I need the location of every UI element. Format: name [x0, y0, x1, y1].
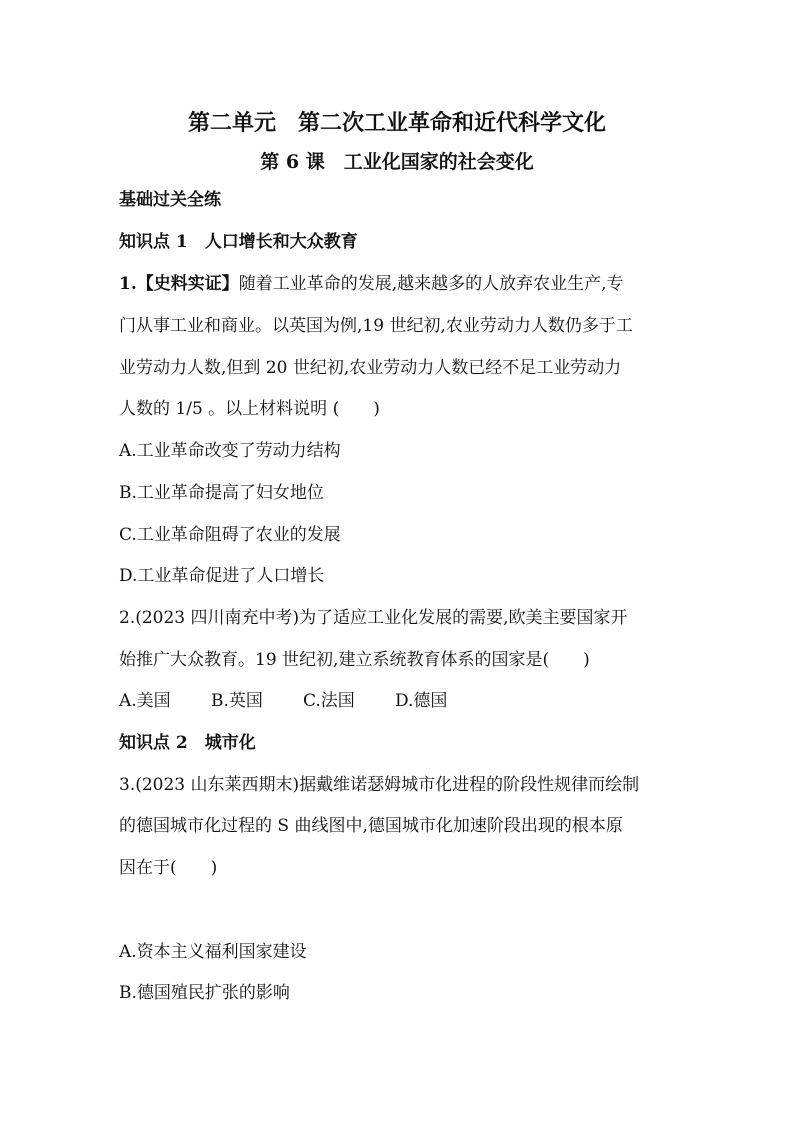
question-3-option-a: A.资本主义福利国家建设: [119, 942, 307, 962]
question-1-tag: 【史料实证】: [136, 274, 239, 294]
knowledge-point-1-heading: 知识点 1 人口增长和大众教育: [119, 232, 358, 252]
question-1-line-3: 业劳动力人数,但到 20 世纪初,农业劳动力人数已经不足工业劳动力: [119, 358, 622, 378]
unit-title: 第二单元 第二次工业革命和近代科学文化: [187, 110, 606, 136]
question-1-line-1: [119, 273, 624, 295]
section-heading: 基础过关全练: [119, 190, 221, 210]
question-2-option-b: B.英国: [211, 691, 263, 711]
question-3-option-b: B.德国殖民扩张的影响: [119, 983, 290, 1003]
question-1-option-d: D.工业革命促进了人口增长: [119, 566, 325, 586]
lesson-title: 第 6 课 工业化国家的社会变化: [260, 151, 534, 173]
question-2-line-2: 始推广大众教育。19 世纪初,建立系统教育体系的国家是( ): [119, 650, 590, 670]
question-3-line-1: 3.(2023 山东莱西期末)据戴维诺瑟姆城市化进程的阶段性规律而绘制: [119, 775, 640, 795]
question-1-text-start: 随着工业革命的发展,越来越多的人放弃农业生产,专: [238, 274, 624, 294]
question-2-line-1: 2.(2023 四川南充中考)为了适应工业化发展的需要,欧美主要国家开: [119, 608, 628, 628]
question-2-option-a: A.美国: [119, 691, 171, 711]
question-1-number: 1.: [119, 274, 137, 294]
question-1-line-2: 门从事工业和商业。以英国为例,19 世纪初,农业劳动力人数仍多于工: [119, 316, 633, 336]
question-1-option-c: C.工业革命阻碍了农业的发展: [119, 525, 341, 545]
question-3-line-3: 因在于( ): [119, 858, 218, 878]
question-2-option-c: C.法国: [303, 691, 355, 711]
question-1-option-a: A.工业革命改变了劳动力结构: [119, 441, 341, 461]
question-1-line-4: 人数的 1/5 。以上材料说明 ( ): [119, 399, 380, 419]
knowledge-point-2-heading: 知识点 2 城市化: [119, 733, 256, 753]
question-2-option-d: D.德国: [395, 691, 448, 711]
question-2-options: [119, 690, 447, 712]
question-1-option-b: B.工业革命提高了妇女地位: [119, 483, 324, 503]
question-3-line-2: 的德国城市化过程的 S 曲线图中,德国城市化加速阶段出现的根本原: [119, 816, 623, 836]
